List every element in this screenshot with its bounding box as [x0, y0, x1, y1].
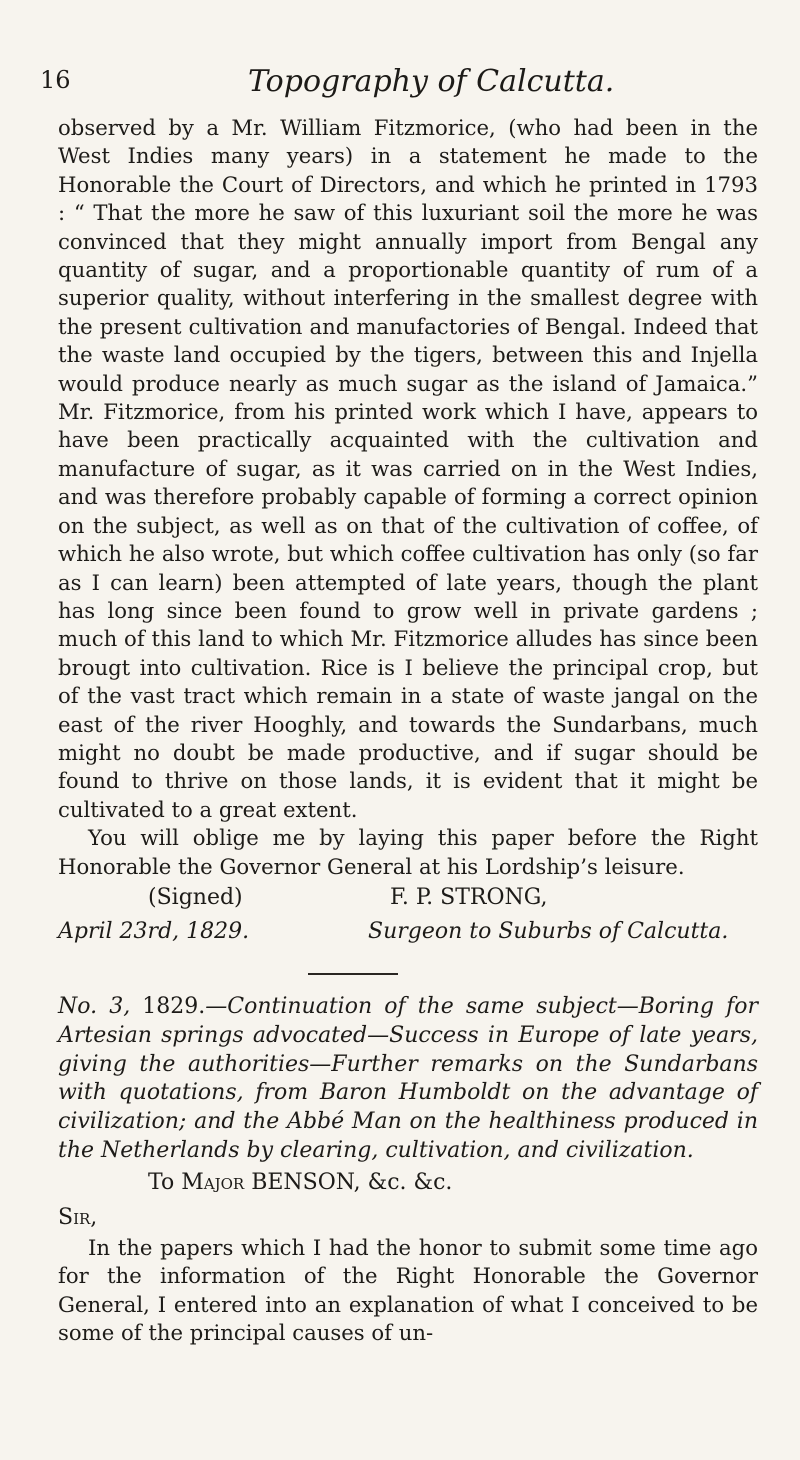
letter-date: April 23rd, 1829. [58, 918, 250, 944]
letter2-paragraph: In the papers which I had the honor to submit some time ago for the information of the Right Honorable the Governor General, I entered into an explanation of what I conceived to be some of the principal causes of un- [58, 1234, 758, 1345]
signed-label: (Signed) [148, 884, 243, 910]
letter1-closing: You will oblige me by laying this paper before the Right Honorable the Governor General at his Lordship’s leisure. [58, 825, 758, 879]
book-page [40, 64, 758, 1347]
addressee-rank: Major [181, 1169, 245, 1195]
signer-title: Surgeon to Suburbs of Calcutta. [368, 918, 729, 944]
addressee-suffix: &c. &c. [367, 1169, 453, 1195]
running-title: Topography of Calcutta. [248, 64, 615, 99]
addressee-line [148, 1168, 758, 1198]
page-number: 16 [40, 66, 71, 94]
addressee-prefix: To [148, 1169, 175, 1195]
letter-year: 1829. [142, 993, 206, 1019]
signer-name: F. P. STRONG, [390, 884, 548, 910]
salutation: Sir, [58, 1204, 98, 1230]
section-divider [308, 973, 398, 975]
letter2-summary [58, 993, 758, 1166]
letter-number: No. 3, [58, 993, 131, 1019]
letter-body [58, 114, 758, 1347]
addressee-name: BENSON, [251, 1169, 361, 1195]
page-header [40, 64, 758, 114]
letter1-paragraph: observed by a Mr. William Fitzmorice, (who had been in the West Indies many years) in a statement he made to the Honorable the Court of Directors, and which he printed in 1793 : “ That the more he saw of this luxuriant soil the more he was convinced that they might annually import from Bengal any quantity of sugar, and a proportionable quantity of rum of a superior quality, without interfering in the smallest degree with the present cultivation and manufactories of Bengal. Indeed that the waste land occupied by the tigers, between this and Injella would produce nearly as much sugar as the island of Jamaica.” Mr. Fitzmorice, from his printed work which I have, appears to have been practically acquainted with the cultivation and manufacture of sugar, as it was carried on in the West Indies, and was therefore probably capable of forming a correct opinion on the subject, as well as on that of the cultivation of coffee, of which he also wrote, but which coffee cultivation has only (so far as I can learn) been attempted of late years, though the plant has long since been found to grow well in private gardens ; much of this land to which Mr. Fitzmorice alludes has since been brougt into cultivation. Rice is I believe the principal crop, but of the vast tract which remain in a state of waste jangal on the east of the river Hooghly, and towards the Sundarbans, much might no doubt be made productive, and if sugar should be found to thrive on those lands, it is evident that it might be cultivated to a great extent. [58, 115, 758, 822]
date-title-line [58, 915, 758, 949]
summary-text: —Continuation of the same subject—Boring for Artesian springs advocated—Success in Europe of late years, giving the authorities—Further remarks on the Sundarbans with quotations, from Baron Humboldt on the advantage of civilization; and the Abbé Man on the healthiness produced in the Netherlands by clearing, cultivation, and civilization. [58, 993, 758, 1163]
signature-line [58, 881, 758, 915]
